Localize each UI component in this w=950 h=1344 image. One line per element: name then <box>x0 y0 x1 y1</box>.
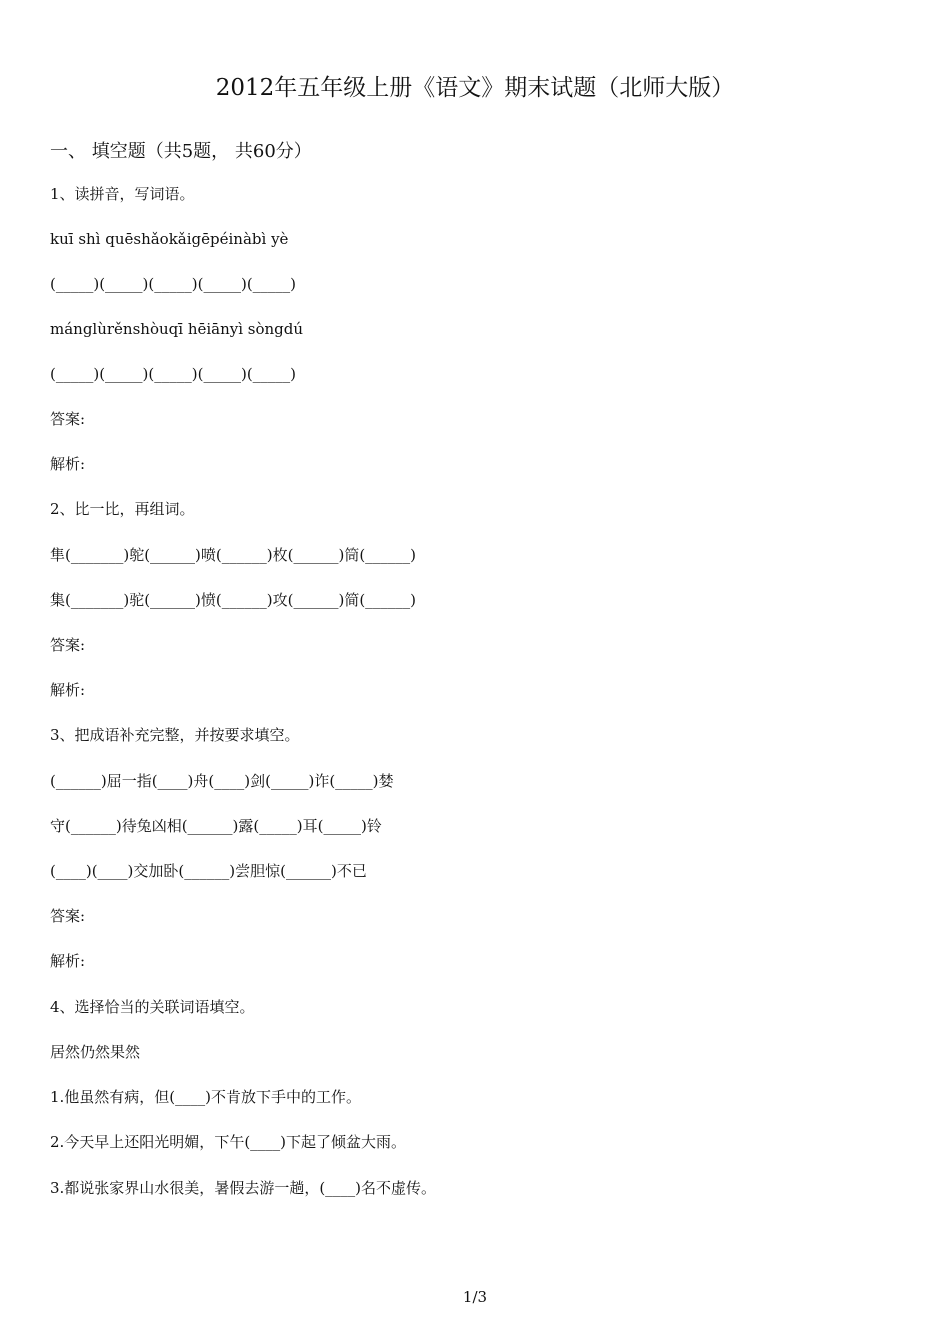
section-heading: 一、 填空题（共5题， 共60分） <box>50 141 312 162</box>
document-title: 2012年五年级上册《语文》期末试题（北师大版） <box>215 75 735 101</box>
question-4-word-options: 居然仍然果然 <box>50 1043 141 1061</box>
question-2-answer-label: 答案: <box>50 636 86 654</box>
question-4-sentence-3: 3.都说张家界山水很美，暑假去游一趟，(____)名不虚传。 <box>50 1179 437 1197</box>
question-3-row-3: (____)(____)交加卧(______)尝胆惊(______)不已 <box>50 862 367 880</box>
question-2-prompt: 2、比一比，再组词。 <box>50 500 195 518</box>
question-3-row-2: 守(______)待兔凶相(______)露(_____)耳(_____)铃 <box>50 817 382 835</box>
question-4-prompt: 4、选择恰当的关联词语填空。 <box>50 998 255 1016</box>
question-1-pinyin-row-1: kuī shì quēshǎokǎigēpéinàbì yè <box>50 230 289 248</box>
question-3-answer-label: 答案: <box>50 907 86 925</box>
question-3-prompt: 3、把成语补充完整，并按要求填空。 <box>50 726 300 744</box>
question-1-blanks-row-1: (_____)(_____)(_____)(_____)(_____) <box>50 275 297 293</box>
question-2-row-1: 隼(_______)鸵(______)喷(______)枚(______)筒(______) <box>50 546 417 564</box>
question-2-row-2: 集(_______)驼(______)愤(______)攻(______)简(______) <box>50 591 417 609</box>
question-1-analysis-label: 解析: <box>50 455 86 473</box>
question-3-row-1: (______)屈一指(____)舟(____)剑(_____)诈(_____)婪 <box>50 772 394 790</box>
question-1-prompt: 1、读拼音，写词语。 <box>50 185 195 203</box>
question-3-analysis-label: 解析: <box>50 952 86 970</box>
question-2-analysis-label: 解析: <box>50 681 86 699</box>
question-1-answer-label: 答案: <box>50 410 86 428</box>
question-1-pinyin-row-2: mánglùrěnshòuqī hēiānyì sòngdú <box>50 320 304 338</box>
question-4-sentence-1: 1.他虽然有病，但(____)不肯放下手中的工作。 <box>50 1088 362 1106</box>
question-4-sentence-2: 2.今天早上还阳光明媚，下午(____)下起了倾盆大雨。 <box>50 1133 407 1151</box>
page-number: 1/3 <box>462 1288 488 1306</box>
question-1-blanks-row-2: (_____)(_____)(_____)(_____)(_____) <box>50 365 297 383</box>
